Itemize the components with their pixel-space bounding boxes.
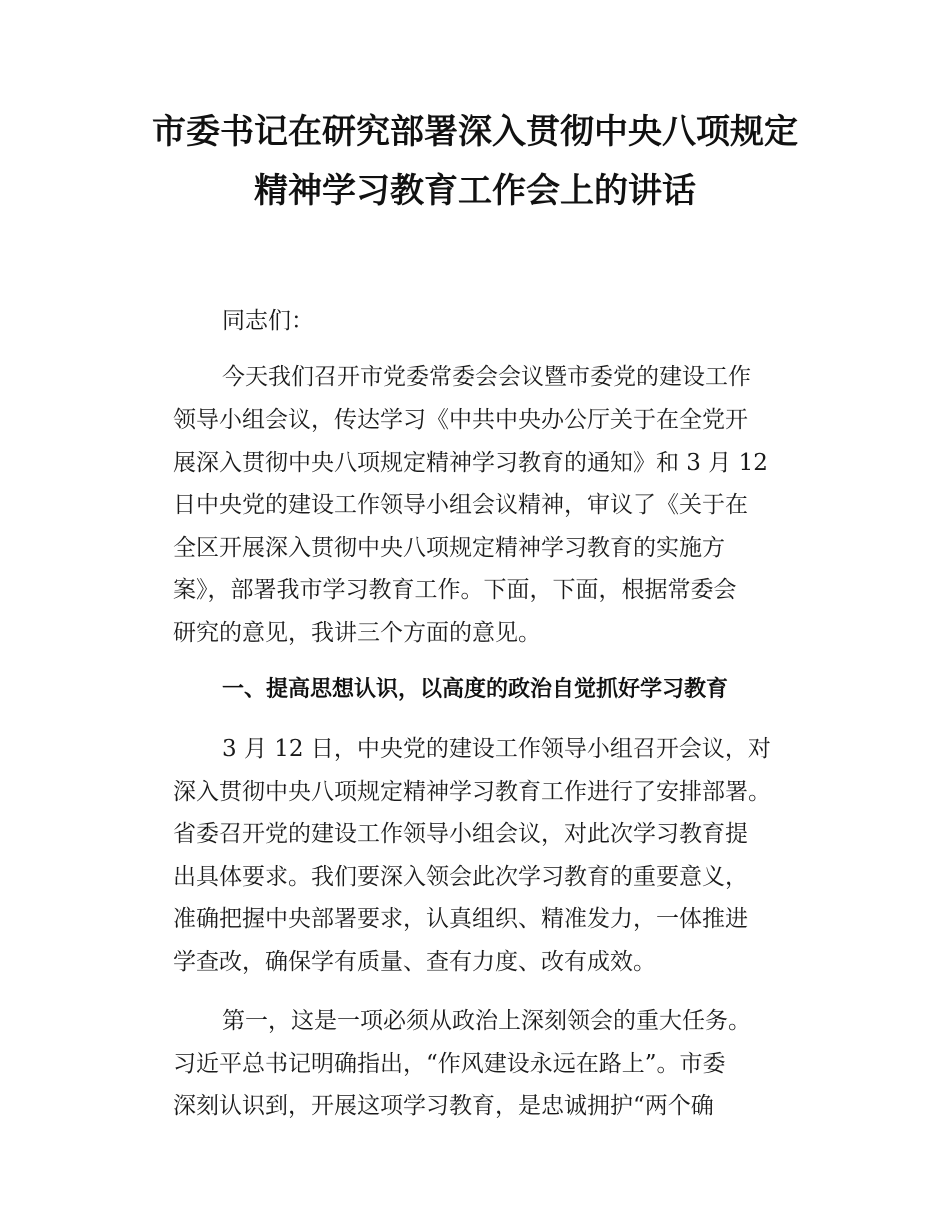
paragraph1-line-3: 展深入贯彻中央八项规定精神学习教育的通知》和 3 月 12 — [173, 450, 768, 476]
paragraph1-line-4: 日中央党的建设工作领导小组会议精神，审议了《关于在 — [173, 492, 748, 518]
document-title-line-2: 精神学习教育工作会上的讲话 — [254, 171, 696, 211]
salutation: 同志们： — [222, 308, 314, 334]
section-heading-1: 一、提高思想认识，以高度的政治自觉抓好学习教育 — [222, 677, 729, 702]
paragraph2-line-2: 深入贯彻中央八项规定精神学习教育工作进行了安排部署。 — [173, 779, 771, 805]
paragraph2-line-1: 3 月 12 日，中央党的建设工作领导小组召开会议，对 — [222, 736, 771, 762]
paragraph3-line-2: 习近平总书记明确指出，“作风建设永远在路上”。市委 — [173, 1051, 726, 1077]
document-title-line-1: 市委书记在研究部署深入贯彻中央八项规定 — [152, 112, 798, 152]
paragraph1-line-6: 案》，部署我市学习教育工作。下面，下面，根据常委会 — [173, 577, 737, 603]
paragraph1-line-7: 研究的意见，我讲三个方面的意见。 — [173, 620, 541, 646]
paragraph2-line-4: 出具体要求。我们要深入领会此次学习教育的重要意义， — [173, 864, 748, 890]
paragraph1-line-5: 全区开展深入贯彻中央八项规定精神学习教育的实施方 — [173, 535, 725, 561]
paragraph1-line-1: 今天我们召开市党委常委会会议暨市委党的建设工作 — [222, 364, 751, 390]
paragraph2-line-3: 省委召开党的建设工作领导小组会议，对此次学习教育提 — [173, 821, 748, 847]
paragraph3-line-1: 第一，这是一项必须从政治上深刻领会的重大任务。 — [222, 1008, 751, 1034]
paragraph2-line-6: 学查改，确保学有质量、查有力度、改有成效。 — [173, 949, 656, 975]
paragraph1-line-2: 领导小组会议，传达学习《中共中央办公厅关于在全党开 — [173, 407, 748, 433]
paragraph3-line-3: 深刻认识到，开展这项学习教育，是忠诚拥护“两个确 — [173, 1093, 714, 1119]
paragraph2-line-5: 准确把握中央部署要求，认真组织、精准发力，一体推进 — [173, 906, 748, 932]
